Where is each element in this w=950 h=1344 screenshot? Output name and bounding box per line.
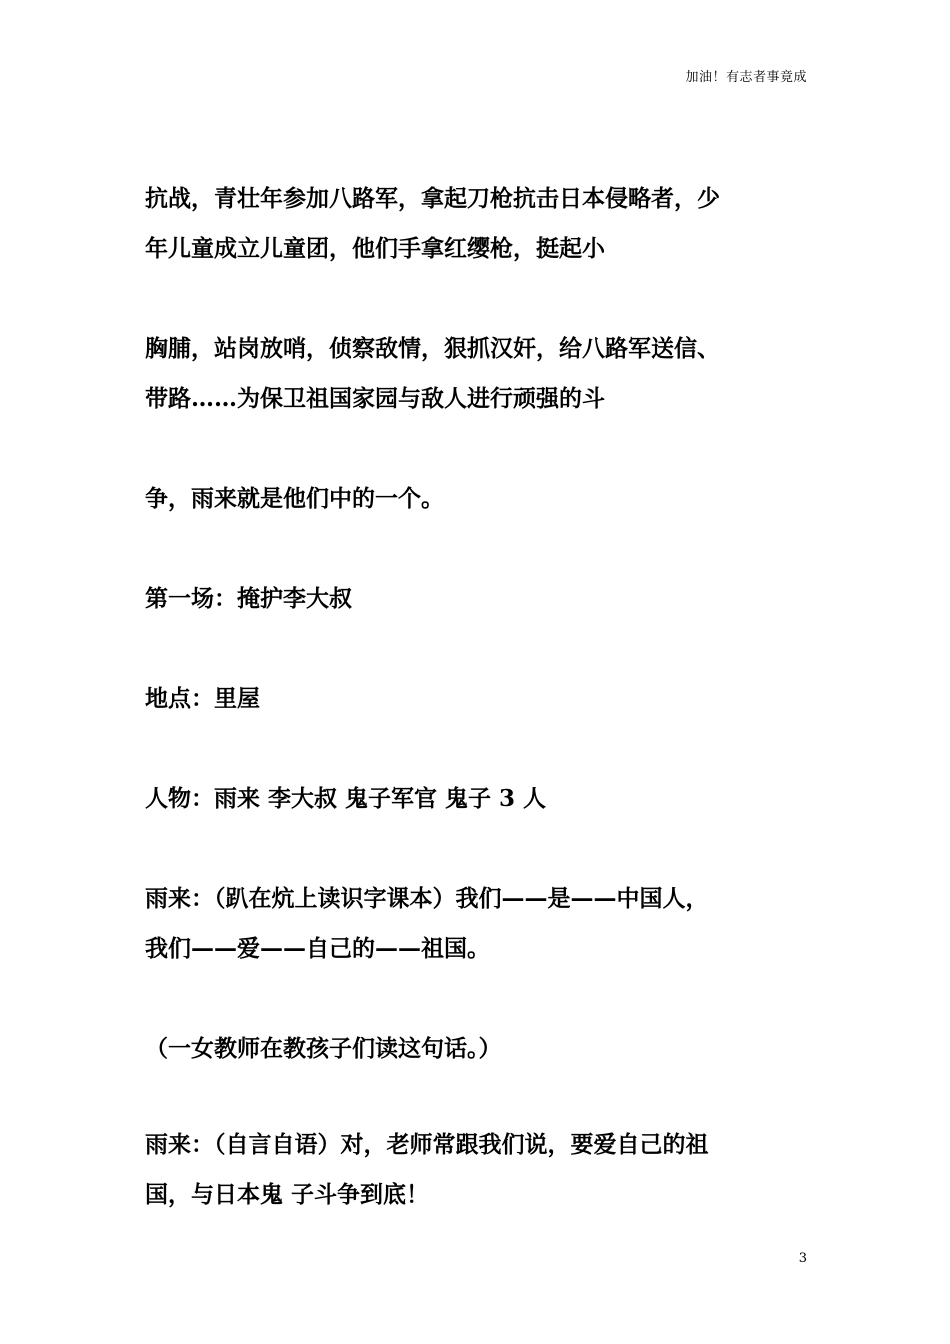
paragraph-1 <box>145 174 810 274</box>
stage-direction <box>145 1024 810 1074</box>
paragraph-line: 带路……为保卫祖国家园与敌人进行顽强的斗 <box>145 385 605 412</box>
scene-location <box>145 674 810 724</box>
paragraph-line: （一女教师在教孩子们读这句话。） <box>145 1035 502 1062</box>
paragraph-line: 我们——爱——自己的——祖国。 <box>145 935 490 962</box>
paragraph-line: 争，雨来就是他们中的一个。 <box>145 485 444 512</box>
dialogue-yulai-2 <box>145 1120 810 1220</box>
paragraph-line: 雨来：（自言自语）对，老师常跟我们说，要爱自己的祖 <box>145 1131 709 1158</box>
paragraph-line: 第一场：掩护李大叔 <box>145 585 352 612</box>
paragraph-2 <box>145 324 810 424</box>
paragraph-line: 雨来：（趴在炕上读识字课本）我们——是——中国人， <box>145 885 709 912</box>
scene-characters <box>145 774 810 824</box>
paragraph-line: 人物：雨来 李大叔 鬼子军官 鬼子 3 人 <box>145 785 547 812</box>
scene-title <box>145 574 810 624</box>
page-number: 3 <box>798 1251 807 1266</box>
paragraph-line: 国，与日本鬼 子斗争到底！ <box>145 1181 430 1208</box>
dialogue-yulai-1 <box>145 874 810 974</box>
paragraph-line: 抗战，青壮年参加八路军，拿起刀枪抗击日本侵略者，少 <box>145 185 720 212</box>
page-header: 加油！有志者事竟成 <box>685 70 807 85</box>
paragraph-line: 地点：里屋 <box>145 685 260 712</box>
paragraph-line: 年儿童成立儿童团，他们手拿红缨枪，挺起小 <box>145 235 605 262</box>
paragraph-line: 胸脯，站岗放哨，侦察敌情，狠抓汉奸，给八路军送信、 <box>145 335 720 362</box>
paragraph-3 <box>145 474 810 524</box>
